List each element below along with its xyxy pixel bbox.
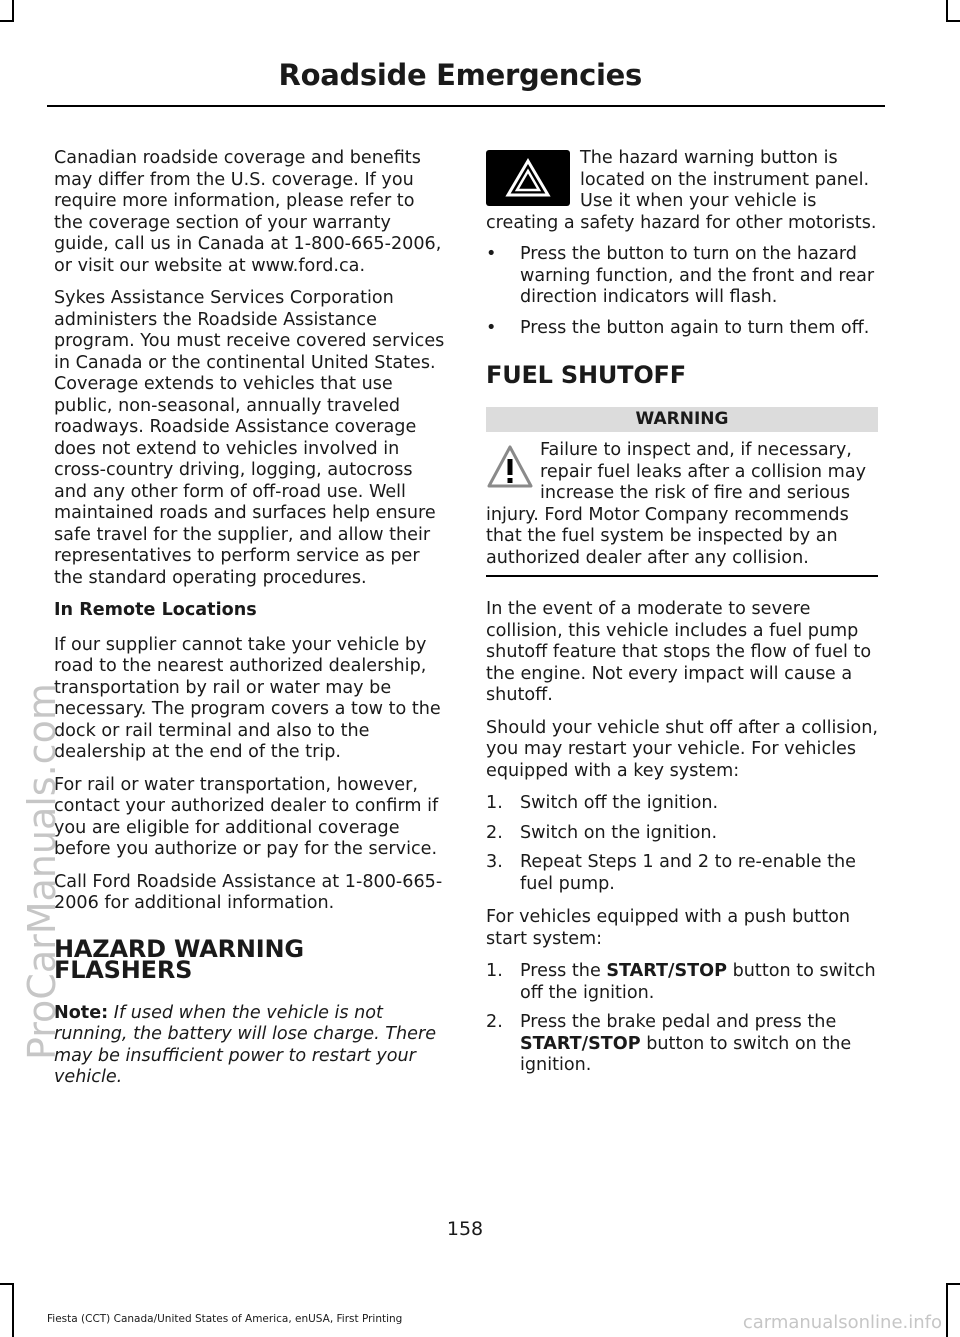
paragraph: Sykes Assistance Services Corporation administers the Roadside Assistance program. You must receive covered services in Canada or the continental United States. Coverage extends to vehicles that use public, non-seasonal, annually traveled roadways. Roadside Assistance coverage does not extend to vehicles involved in cross-country driving, logging, autocross and any other form of off-road use. Well maintained roads and surfaces help ensure safe travel for the supplier, and allow their representatives to perform service as per the standard operating procedures. bbox=[54, 288, 445, 588]
step-number: 2. bbox=[486, 1012, 503, 1032]
step-text-post: button to switch off the ignition. bbox=[520, 961, 876, 1003]
step-text-pre: Press the brake pedal and press the bbox=[520, 1012, 837, 1032]
start-stop-keyword: START/STOP bbox=[606, 961, 728, 981]
bottom-watermark: carmanualsonline.info bbox=[742, 1312, 942, 1333]
paragraph: Call Ford Roadside Assistance at 1-800-665-2006 for additional information. bbox=[54, 871, 443, 913]
crop-mark bbox=[12, 0, 14, 22]
start-stop-keyword: START/STOP bbox=[520, 1033, 641, 1054]
step-text: Switch off the ignition. bbox=[520, 793, 719, 813]
list-item: • Press the button to turn on the hazard warning function, and the front and rear direction indicators will flash. bbox=[486, 244, 878, 309]
step-item bbox=[486, 852, 878, 895]
hazard-intro-block bbox=[486, 148, 878, 234]
edition-footer: Fiesta (CCT) Canada/United States of America, enUSA, First Printing bbox=[47, 1313, 403, 1325]
step-number: 1. bbox=[486, 793, 503, 813]
step-number: 1. bbox=[486, 961, 503, 981]
crop-mark bbox=[0, 1283, 14, 1285]
step-text-post: button to switch on the ignition. bbox=[520, 1033, 852, 1075]
key-system-steps bbox=[486, 793, 878, 895]
page-number: 158 bbox=[446, 1218, 484, 1240]
warning-text: Failure to inspect and, if necessary, repair fuel leaks after a collision may increase the risk of fire and serious injury. Ford Motor Company recommends that the fuel system be inspected by an authorized dealer after any collision. bbox=[486, 440, 867, 568]
hazard-triangle-icon bbox=[486, 150, 570, 206]
warning-block bbox=[486, 440, 878, 569]
warning-exclamation-icon bbox=[486, 444, 534, 490]
paragraph: Should your vehicle shut off after a collision, you may restart your vehicle. For vehicles equipped with a key system: bbox=[486, 717, 878, 781]
left-column bbox=[54, 148, 446, 1100]
side-watermark: ProCarManuals.com bbox=[20, 683, 64, 1060]
page-title: Roadside Emergencies bbox=[278, 58, 642, 92]
section-title-fuel: FUEL SHUTOFF bbox=[486, 361, 686, 389]
paragraph: Canadian roadside coverage and benefits may differ from the U.S. coverage. If you require more information, please refer to the coverage section of your warranty guide, call us in Canada at 1-800-665-2006, or visit our website at www.ford.ca. bbox=[54, 148, 442, 276]
crop-mark bbox=[946, 1283, 960, 1285]
warning-divider bbox=[486, 575, 878, 577]
section-title-hazard: HAZARD WARNING FLASHERS bbox=[54, 934, 304, 984]
step-text: Repeat Steps 1 and 2 to re-enable the fuel pump. bbox=[520, 852, 856, 894]
paragraph: For rail or water transportation, however, contact your authorized dealer to confirm if you are eligible for additional coverage before you authorize or pay for the service. bbox=[54, 774, 439, 859]
note-text: If used when the vehicle is not running, the battery will lose charge. There may be insufficient power to restart your vehicle. bbox=[54, 1002, 437, 1087]
paragraph: For vehicles equipped with a push button start system: bbox=[486, 907, 851, 949]
step-number: 2. bbox=[486, 822, 503, 843]
step-item bbox=[486, 793, 878, 815]
step-item bbox=[486, 823, 878, 845]
crop-mark bbox=[0, 20, 14, 22]
step-text-pre: Press the bbox=[520, 961, 607, 981]
step-item bbox=[486, 961, 878, 1004]
note bbox=[54, 1003, 446, 1089]
warning-label: WARNING bbox=[486, 407, 878, 433]
paragraph: If our supplier cannot take your vehicle by road to the nearest authorized dealership, transportation by rail or water may be necessary. The program covers a tow to the dock or rail terminal and also to the dealership at the end of the trip. bbox=[54, 634, 441, 762]
note-label: Note: bbox=[54, 1002, 109, 1023]
hazard-bullets bbox=[486, 244, 878, 339]
list-item: • Press the button again to turn them off. bbox=[486, 318, 878, 340]
crop-mark bbox=[946, 0, 948, 22]
crop-mark bbox=[946, 20, 960, 22]
paragraph: In the event of a moderate to severe collision, this vehicle includes a fuel pump shutoff feature that stops the flow of fuel to the engine. Not every impact will cause a shutoff. bbox=[486, 599, 872, 705]
step-item bbox=[486, 1012, 878, 1077]
right-column bbox=[486, 148, 878, 1089]
crop-mark bbox=[12, 1283, 14, 1337]
crop-mark bbox=[946, 1283, 948, 1337]
step-text: Switch on the ignition. bbox=[520, 822, 718, 843]
subheading-remote-locations: In Remote Locations bbox=[54, 600, 257, 620]
header-divider bbox=[47, 105, 885, 107]
push-button-steps bbox=[486, 961, 878, 1077]
step-number: 3. bbox=[486, 852, 503, 872]
hazard-intro-text: The hazard warning button is located on the instrument panel. Use it when your vehicle is creating a safety hazard for other motorists. bbox=[486, 148, 877, 233]
